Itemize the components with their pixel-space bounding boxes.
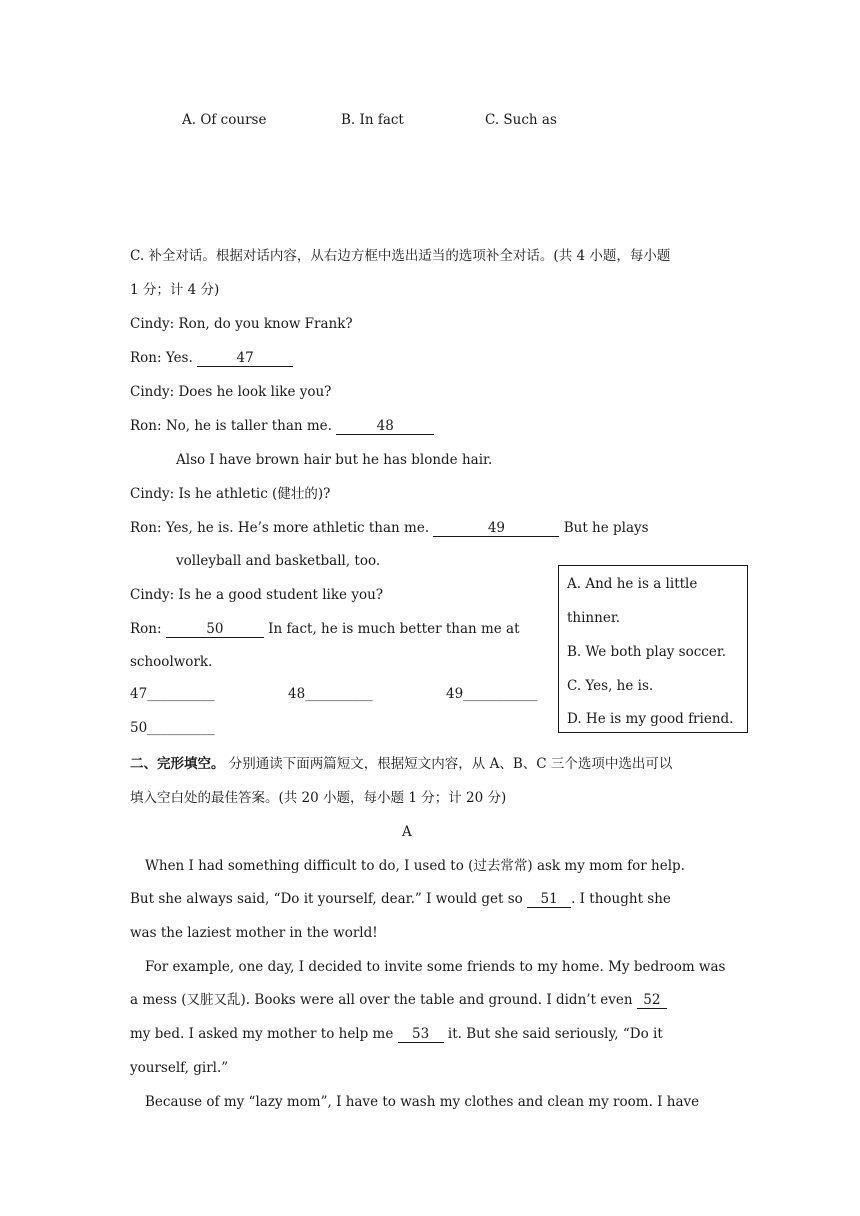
section-2-heading: 二、完形填空。 xyxy=(130,756,225,772)
option-a: A. Of course xyxy=(182,112,267,128)
box-option-a: A. And he is a little xyxy=(567,576,698,592)
passage-text: my bed. I asked my mother to help me xyxy=(130,1026,398,1042)
dialog-line xyxy=(130,619,520,639)
dialog-text: Ron: xyxy=(130,621,166,637)
section-c-title-cont: 1 分；计 4 分) xyxy=(130,282,220,298)
dialog-line: Cindy: Ron, do you know Frank? xyxy=(130,316,353,332)
passage-line: For example, one day, I decided to invite some friends to my home. My bedroom was xyxy=(145,959,726,975)
dialog-line: volleyball and basketball, too. xyxy=(176,553,381,569)
passage-label: A xyxy=(402,824,412,840)
answer-48[interactable]: 48__________ xyxy=(288,686,373,702)
passage-line: When I had something difficult to do, I used to (过去常常) ask my mom for help. xyxy=(145,858,685,874)
dialog-line xyxy=(130,518,649,538)
passage-line xyxy=(130,889,671,909)
option-b: B. In fact xyxy=(341,112,404,128)
options-box xyxy=(558,565,748,733)
dialog-line xyxy=(130,348,293,368)
box-option-d: D. He is my good friend. xyxy=(567,711,734,727)
box-option-c: C. Yes, he is. xyxy=(567,678,654,694)
dialog-text: Ron: No, he is taller than me. xyxy=(130,418,337,434)
blank-52[interactable]: 52 xyxy=(637,993,667,1009)
dialog-line xyxy=(130,416,434,436)
blank-51[interactable]: 51 xyxy=(527,892,571,908)
passage-line: Because of my “lazy mom”, I have to wash my clothes and clean my room. I have xyxy=(145,1094,700,1110)
section-2-title xyxy=(130,754,672,774)
dialog-line: Cindy: Is he a good student like you? xyxy=(130,587,384,603)
box-option-a-cont: thinner. xyxy=(567,610,621,626)
answer-47[interactable]: 47__________ xyxy=(130,686,215,702)
passage-line: was the laziest mother in the world! xyxy=(130,925,378,941)
passage-text: a mess (又脏又乱). Books were all over the table and ground. I didn’t even xyxy=(130,992,637,1008)
passage-text: . I thought she xyxy=(571,891,671,907)
option-c: C. Such as xyxy=(485,112,557,128)
dialog-line: schoolwork. xyxy=(130,654,213,670)
blank-49[interactable]: 49 xyxy=(433,521,559,537)
dialog-text: In fact, he is much better than me at xyxy=(263,621,520,637)
dialog-line: Cindy: Is he athletic (健壮的)? xyxy=(130,486,331,502)
passage-line xyxy=(130,990,667,1010)
blank-48[interactable]: 48 xyxy=(336,419,434,435)
dialog-line: Cindy: Does he look like you? xyxy=(130,384,332,400)
passage-line: yourself, girl.” xyxy=(130,1060,229,1076)
passage-text: it. But she said seriously, “Do it xyxy=(443,1026,663,1042)
box-option-b: B. We both play soccer. xyxy=(567,644,727,660)
dialog-text: Ron: Yes, he is. He’s more athletic than me. xyxy=(130,520,434,536)
blank-50[interactable]: 50 xyxy=(166,622,264,638)
blank-53[interactable]: 53 xyxy=(398,1027,444,1043)
answer-49[interactable]: 49___________ xyxy=(446,686,538,702)
section-2-instructions: 分别通读下面两篇短文，根据短文内容，从 A、B、C 三个选项中选出可以 xyxy=(224,756,673,772)
dialog-text: Ron: Yes. xyxy=(130,350,198,366)
answer-50[interactable]: 50__________ xyxy=(130,720,215,736)
blank-47[interactable]: 47 xyxy=(197,351,293,367)
passage-line xyxy=(130,1024,663,1044)
dialog-text: But he plays xyxy=(559,520,649,536)
section-2-title-cont: 填入空白处的最佳答案。(共 20 小题，每小题 1 分；计 20 分) xyxy=(130,790,507,806)
dialog-line: Also I have brown hair but he has blonde hair. xyxy=(176,452,493,468)
section-c-title: C. 补全对话。根据对话内容，从右边方框中选出适当的选项补全对话。(共 4 小题，每小题 xyxy=(130,248,671,264)
passage-text: But she always said, “Do it yourself, dear.” I would get so xyxy=(130,891,528,907)
